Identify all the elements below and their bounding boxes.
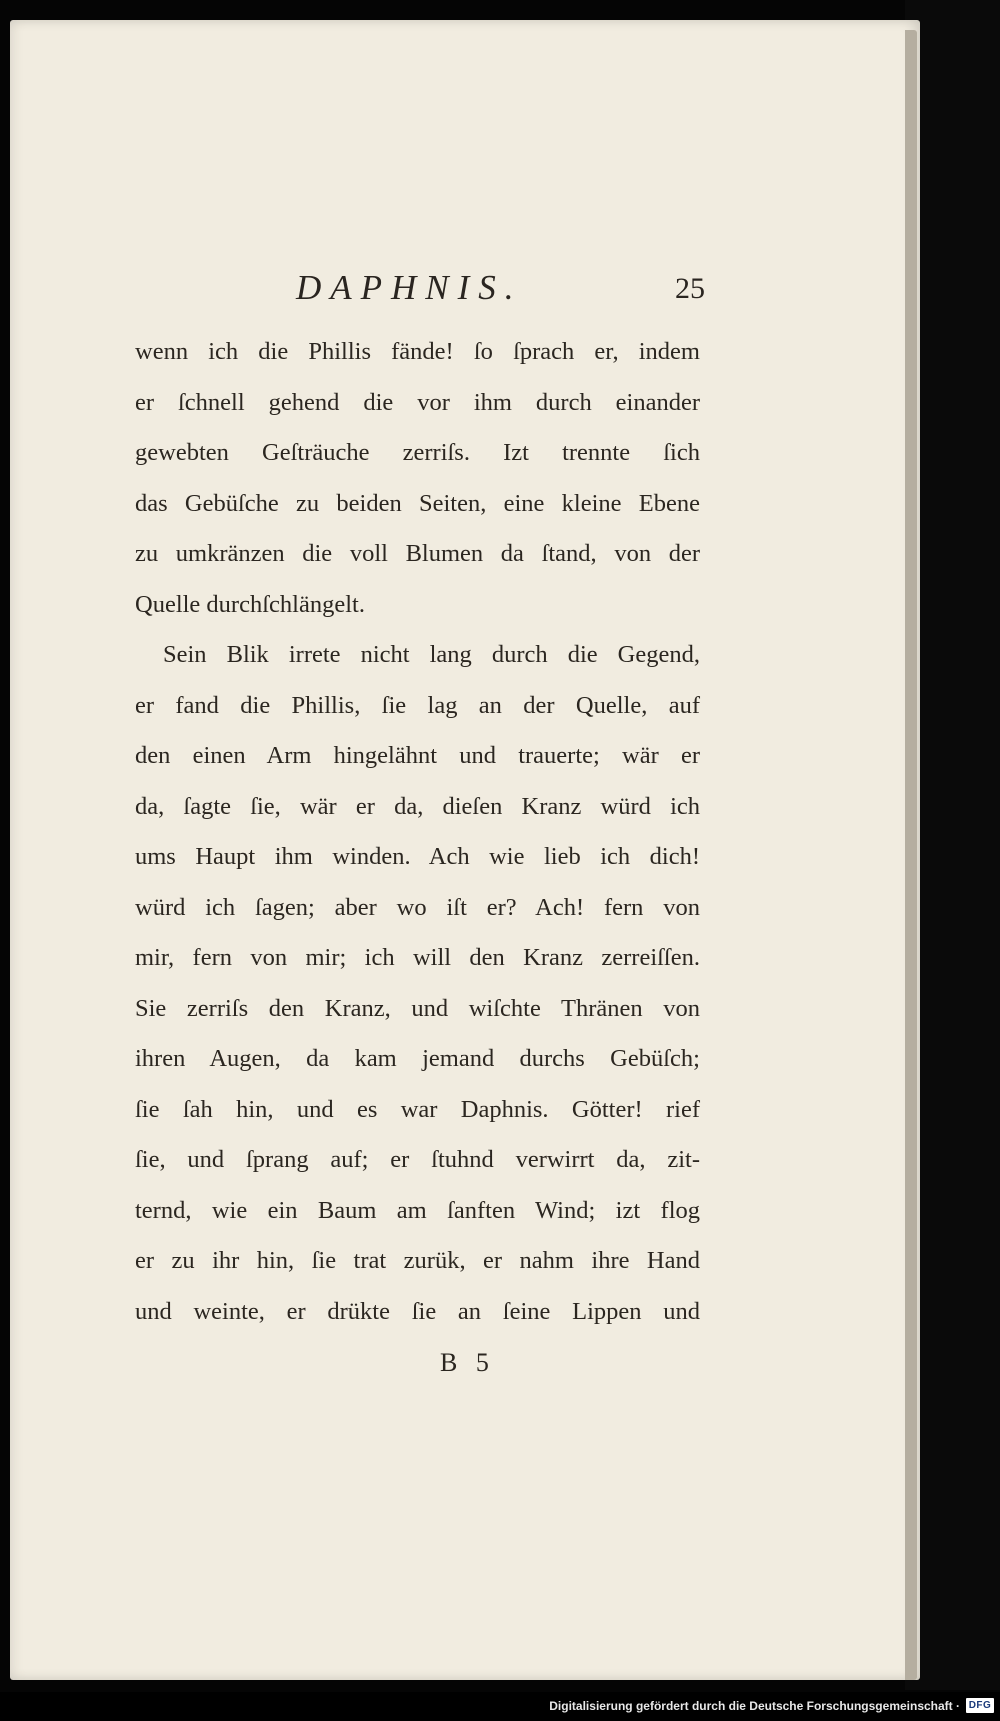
- text-line: er ſchnell gehend die vor ihm durch einander: [135, 388, 700, 416]
- text-line: zu umkränzen die voll Blumen da ſtand, von der: [135, 540, 700, 567]
- funding-credit: Digitalisierung gefördert durch die Deutsche Forschungsgemeinschaft ·: [549, 1699, 960, 1713]
- page-header: [10, 268, 920, 318]
- text-line: er zu ihr hin, ſie trat zurük, er nahm ihre Hand: [135, 1247, 700, 1274]
- text-line: er fand die Phillis, ſie lag an der Quelle, auf: [135, 691, 700, 719]
- dfg-logo: DFG: [966, 1698, 994, 1713]
- text-line: wenn ich die Phillis fände! ſo ſprach er, indem: [135, 338, 700, 365]
- text-line: und weinte, er drükte ſie an ſeine Lippen und: [135, 1297, 700, 1325]
- text-line: das Gebüſche zu beiden Seiten, eine kleine Ebene: [135, 489, 700, 517]
- text-line: den einen Arm hingelähnt und trauerte; wär er: [135, 742, 700, 769]
- text-line: gewebten Geſträuche zerriſs. Izt trennte ſich: [135, 439, 700, 466]
- text-line: ternd, wie ein Baum am ſanften Wind; izt flog: [135, 1196, 700, 1224]
- text-line: ums Haupt ihm winden. Ach wie lieb ich dich!: [135, 843, 700, 870]
- text-line: ihren Augen, da kam jemand durchs Gebüſch;: [135, 1045, 700, 1072]
- text-line: Quelle durchſchlängelt.: [135, 590, 365, 618]
- signature-mark: B 5: [440, 1348, 495, 1377]
- text-line: mir, fern von mir; ich will den Kranz zerreiſſen.: [135, 944, 700, 971]
- footer-bar: [0, 1692, 1000, 1721]
- page-number: 25: [675, 272, 705, 305]
- text-line: würd ich ſagen; aber wo iſt er? Ach! fern von: [135, 893, 700, 921]
- text-line: Sie zerriſs den Kranz, und wiſchte Thränen von: [135, 994, 700, 1022]
- running-title: DAPHNIS.: [296, 268, 523, 307]
- text-line: Sein Blik irrete nicht lang durch die Gegend,: [163, 641, 700, 668]
- body-text: [135, 327, 700, 1337]
- text-line: ſie ſah hin, und es war Daphnis. Götter! rief: [135, 1095, 700, 1123]
- text-line: da, ſagte ſie, wär er da, dieſen Kranz würd ich: [135, 792, 700, 820]
- text-line: ſie, und ſprang auf; er ſtuhnd verwirrt da, zit-: [135, 1146, 700, 1173]
